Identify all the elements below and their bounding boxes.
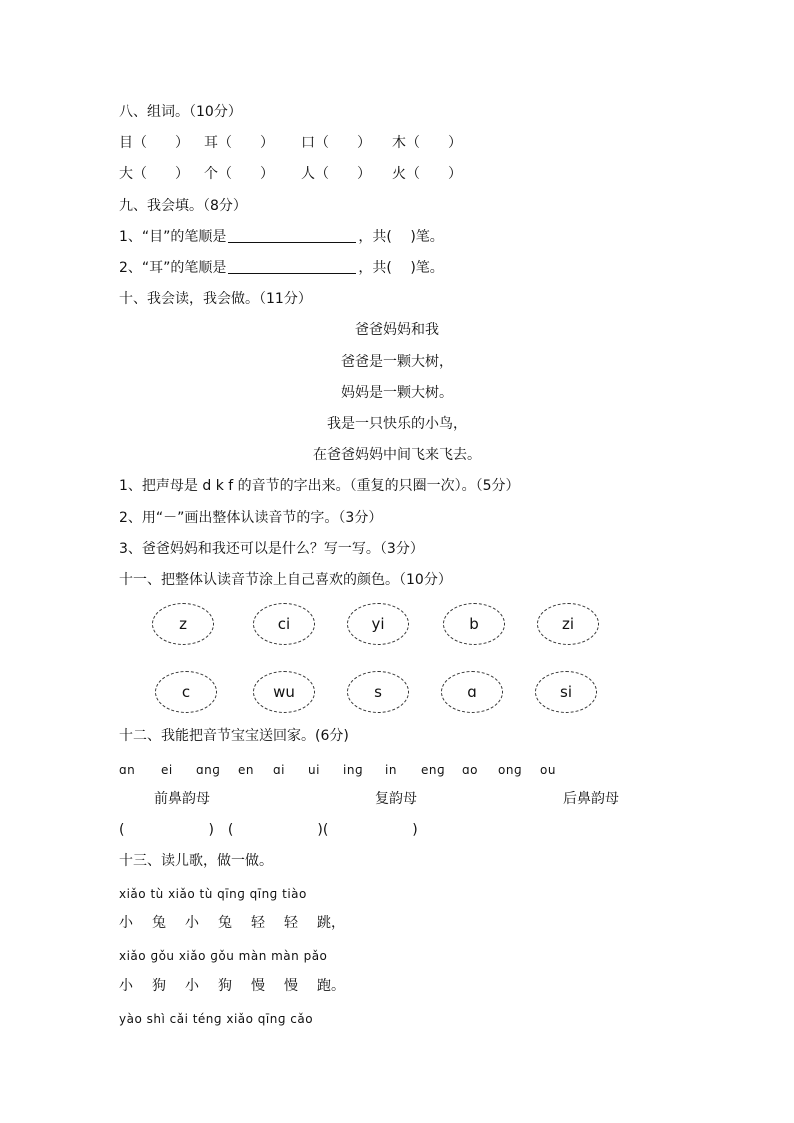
syllable: in: [385, 763, 397, 777]
word-item: 口（ ）: [301, 135, 371, 151]
syllable: en: [238, 763, 254, 777]
question-text: 3、爸爸妈妈和我还可以是什么？写一写。（3分）: [119, 541, 424, 557]
syllable: ou: [540, 763, 556, 777]
word-item: 大（ ）: [119, 166, 189, 182]
hanzi: 小: [119, 915, 133, 931]
section-11-title: 十一、把整体认读音节涂上自己喜欢的颜色。（10分）: [119, 572, 452, 588]
syllable: enɡ: [421, 763, 446, 777]
section-8-title: 八、组词。（10分）: [119, 104, 242, 120]
answer-blank[interactable]: [228, 228, 356, 243]
word-item: 个（ ）: [204, 166, 274, 182]
syllable-oval[interactable]: yi: [347, 603, 409, 645]
syllable-oval[interactable]: b: [443, 603, 505, 645]
pinyin-line: xiǎo tù xiǎo tù qīnɡ qīnɡ tiào: [119, 887, 307, 901]
section-13-title: 十三、读儿歌，做一做。: [119, 853, 273, 869]
syllable-oval[interactable]: ci: [253, 603, 315, 645]
hanzi: 小: [185, 915, 199, 931]
syllable: onɡ: [498, 763, 523, 777]
syllable-oval[interactable]: ɑ: [441, 671, 503, 713]
poem-line: 爸爸是一颗大树，: [341, 354, 453, 370]
syllable: ɑo: [462, 763, 478, 777]
hanzi: 兔: [152, 915, 166, 931]
hanzi: 轻: [251, 915, 265, 931]
syllable: ɑn: [119, 763, 136, 777]
section-10-title: 十、我会读，我会做。（11分）: [119, 291, 312, 307]
syllable: ei: [161, 763, 173, 777]
hanzi: 小: [185, 978, 199, 994]
hanzi-line: [119, 977, 350, 995]
hanzi-line: [119, 914, 350, 932]
answer-blank[interactable]: [228, 259, 356, 274]
poem-line: 在爸爸妈妈中间飞来飞去。: [313, 447, 481, 463]
hanzi: 跑。: [317, 978, 345, 994]
section-9-title: 九、我会填。（8分）: [119, 198, 247, 214]
hanzi: 小: [119, 978, 133, 994]
syllable: ɑnɡ: [196, 763, 221, 777]
hanzi: 慢: [251, 978, 265, 994]
question-text: 1、把声母是 d k f 的音节的字出来。（重复的只圈一次）。（5分）: [119, 478, 520, 494]
poem-line: 妈妈是一颗大树。: [341, 385, 453, 401]
category-compound: 复韵母: [375, 791, 417, 807]
question-text: 2、用“－”画出整体认读音节的字。（3分）: [119, 510, 383, 526]
question-text: 2、“耳”的笔顺是: [119, 260, 227, 276]
poem-line: 我是一只快乐的小鸟，: [327, 416, 467, 432]
question-text: ，共( )笔。: [358, 229, 444, 245]
category-back-nasal: 后鼻韵母: [563, 791, 619, 807]
word-item: 耳（ ）: [204, 135, 274, 151]
section-12-title: 十二、我能把音节宝宝送回家。(6分): [119, 728, 349, 744]
word-item: 目（ ）: [119, 135, 189, 151]
word-item: 人（ ）: [301, 166, 371, 182]
syllable: inɡ: [343, 763, 364, 777]
syllable: ui: [308, 763, 320, 777]
hanzi: 轻: [284, 915, 298, 931]
syllable-oval[interactable]: si: [535, 671, 597, 713]
hanzi: 狗: [152, 978, 166, 994]
hanzi: 兔: [218, 915, 232, 931]
question-stroke-order-er: [119, 259, 444, 277]
category-front-nasal: 前鼻韵母: [154, 791, 210, 807]
answer-line[interactable]: ( ) ( )( ): [119, 822, 418, 838]
hanzi: 狗: [218, 978, 232, 994]
syllable-oval[interactable]: wu: [253, 671, 315, 713]
word-item: 火（ ）: [392, 166, 462, 182]
syllable: ɑi: [273, 763, 285, 777]
word-item: 木（ ）: [392, 135, 462, 151]
question-text: 1、“目”的笔顺是: [119, 229, 227, 245]
hanzi: 跳，: [317, 915, 345, 931]
syllable-oval[interactable]: s: [347, 671, 409, 713]
question-text: ，共( )笔。: [358, 260, 444, 276]
syllable-oval[interactable]: c: [155, 671, 217, 713]
hanzi: 慢: [284, 978, 298, 994]
question-stroke-order-mu: [119, 228, 444, 246]
pinyin-line: xiǎo ɡǒu xiǎo ɡǒu màn màn pǎo: [119, 949, 328, 963]
syllable-oval[interactable]: z: [152, 603, 214, 645]
pinyin-line: yào shì cǎi ténɡ xiǎo qīnɡ cǎo: [119, 1012, 314, 1026]
poem-title: 爸爸妈妈和我: [355, 322, 439, 338]
syllable-oval[interactable]: zi: [537, 603, 599, 645]
